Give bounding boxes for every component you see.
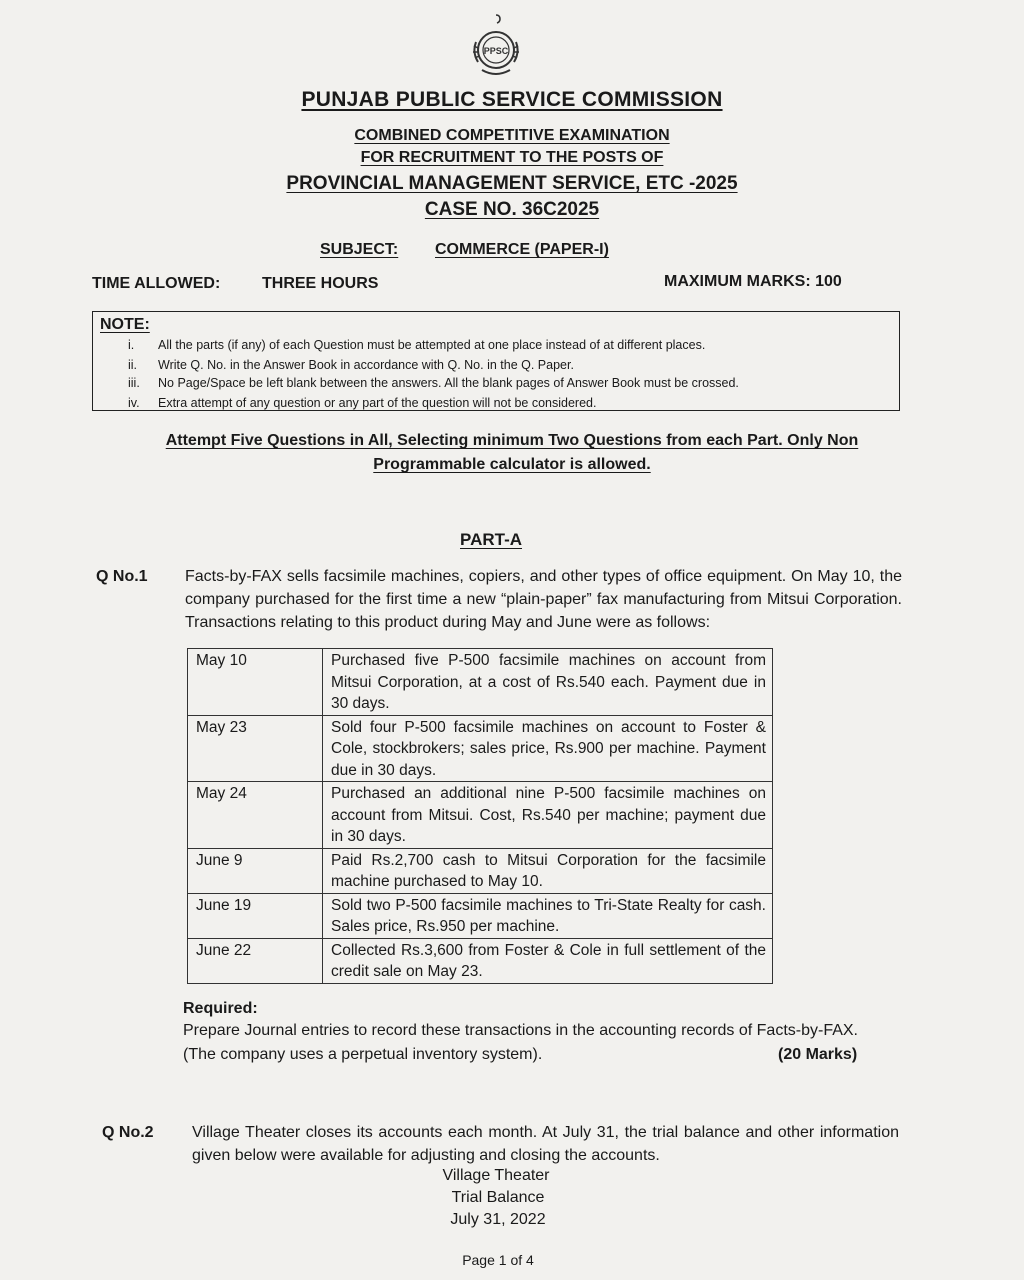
q2-label: Q No.2 xyxy=(102,1124,154,1141)
note-title: NOTE: xyxy=(100,316,150,333)
note-item xyxy=(128,396,596,410)
instructions xyxy=(0,429,1024,477)
note-item-number: i. xyxy=(128,338,135,352)
transaction-text: Purchased five P-500 facsimile machines on account from Mitsui Corporation, at a cost of Rs.540 each. Payment due in 30 days. xyxy=(323,649,773,716)
required-text-line2: (The company uses a perpetual inventory system). xyxy=(183,1046,543,1063)
note-item-number: ii. xyxy=(128,358,138,372)
page-number: Page 1 of 4 xyxy=(462,1252,534,1268)
transaction-date: June 22 xyxy=(188,938,323,983)
required-text-line1: Prepare Journal entries to record these transactions in the accounting records of Facts-by-FAX. xyxy=(183,1022,858,1039)
table-row xyxy=(188,782,773,849)
q1-marks: (20 Marks) xyxy=(778,1046,858,1063)
note-item-number: iv. xyxy=(128,396,140,410)
q1-text: Facts-by-FAX sells facsimile machines, copiers, and other types of office equipment. On May 10, the company purchased for the first time a new “plain-paper” fax manufacturing from Mitsui Corporation. Transactions relating to this product during May and June were as follows: xyxy=(185,568,902,631)
transaction-date: May 23 xyxy=(188,715,323,782)
note-item-text: Write Q. No. in the Answer Book in accordance with Q. No. in the Q. Paper. xyxy=(158,358,574,372)
ppsc-logo-icon xyxy=(466,12,526,80)
note-item xyxy=(128,338,705,352)
q1-label: Q No.1 xyxy=(96,568,148,585)
logo-text: PPSC xyxy=(483,46,509,56)
required-heading: Required: xyxy=(183,1000,258,1017)
transaction-text: Purchased an additional nine P-500 facsimile machines on account from Mitsui. Cost, Rs.540 per machine; payment due in 30 days. xyxy=(323,782,773,849)
part-a-heading: PART-A xyxy=(460,530,523,549)
note-item-number: iii. xyxy=(128,376,140,390)
table-row xyxy=(188,938,773,983)
table-row xyxy=(188,649,773,716)
maximum-marks: MAXIMUM MARKS: 100 xyxy=(664,273,842,290)
transaction-text: Sold two P-500 facsimile machines to Tri-State Realty for cash. Sales price, Rs.950 per machine. xyxy=(323,893,773,938)
transaction-date: June 19 xyxy=(188,893,323,938)
instructions-line1: Attempt Five Questions in All, Selecting minimum Two Questions from each Part. Only Non xyxy=(165,432,859,449)
table-row xyxy=(188,848,773,893)
subject-value: COMMERCE (PAPER-I) xyxy=(435,241,609,258)
commission-title: PUNJAB PUBLIC SERVICE COMMISSION xyxy=(301,88,723,111)
subject-label: SUBJECT: xyxy=(320,241,399,258)
table-row xyxy=(188,893,773,938)
transactions-table xyxy=(187,648,773,984)
trial-balance-title: Trial Balance xyxy=(451,1189,545,1206)
transaction-text: Sold four P-500 facsimile machines on account to Foster & Cole, stockbrokers; sales price, Rs.900 per machine. Payment due in 30 days. xyxy=(323,715,773,782)
trial-balance-company: Village Theater xyxy=(442,1167,550,1184)
note-item xyxy=(128,358,574,372)
note-item-text: Extra attempt of any question or any part of the question will not be considered. xyxy=(158,396,597,410)
service-title: PROVINCIAL MANAGEMENT SERVICE, ETC -2025 xyxy=(286,173,738,194)
transaction-text: Paid Rs.2,700 cash to Mitsui Corporation for the facsimile machine purchased to May 10. xyxy=(323,848,773,893)
table-row xyxy=(188,715,773,782)
case-number: CASE NO. 36C2025 xyxy=(424,199,600,220)
transaction-date: June 9 xyxy=(188,848,323,893)
note-item xyxy=(128,376,739,390)
note-item-text: All the parts (if any) of each Question must be attempted at one place instead of at different places. xyxy=(158,338,706,352)
q2-text: Village Theater closes its accounts each month. At July 31, the trial balance and other information given below were available for adjusting and closing the accounts. xyxy=(192,1124,899,1164)
trial-balance-date: July 31, 2022 xyxy=(450,1211,546,1228)
transaction-date: May 24 xyxy=(188,782,323,849)
instructions-line2: Programmable calculator is allowed. xyxy=(373,456,651,473)
time-allowed-label: TIME ALLOWED: xyxy=(92,275,221,292)
exam-title-line2: FOR RECRUITMENT TO THE POSTS OF xyxy=(360,149,664,166)
transaction-date: May 10 xyxy=(188,649,323,716)
note-item-text: No Page/Space be left blank between the answers. All the blank pages of Answer Book must be crossed. xyxy=(158,376,739,390)
time-allowed-value: THREE HOURS xyxy=(262,275,379,292)
exam-title-line1: COMBINED COMPETITIVE EXAMINATION xyxy=(354,127,670,144)
transaction-text: Collected Rs.3,600 from Foster & Cole in full settlement of the credit sale on May 23. xyxy=(323,938,773,983)
